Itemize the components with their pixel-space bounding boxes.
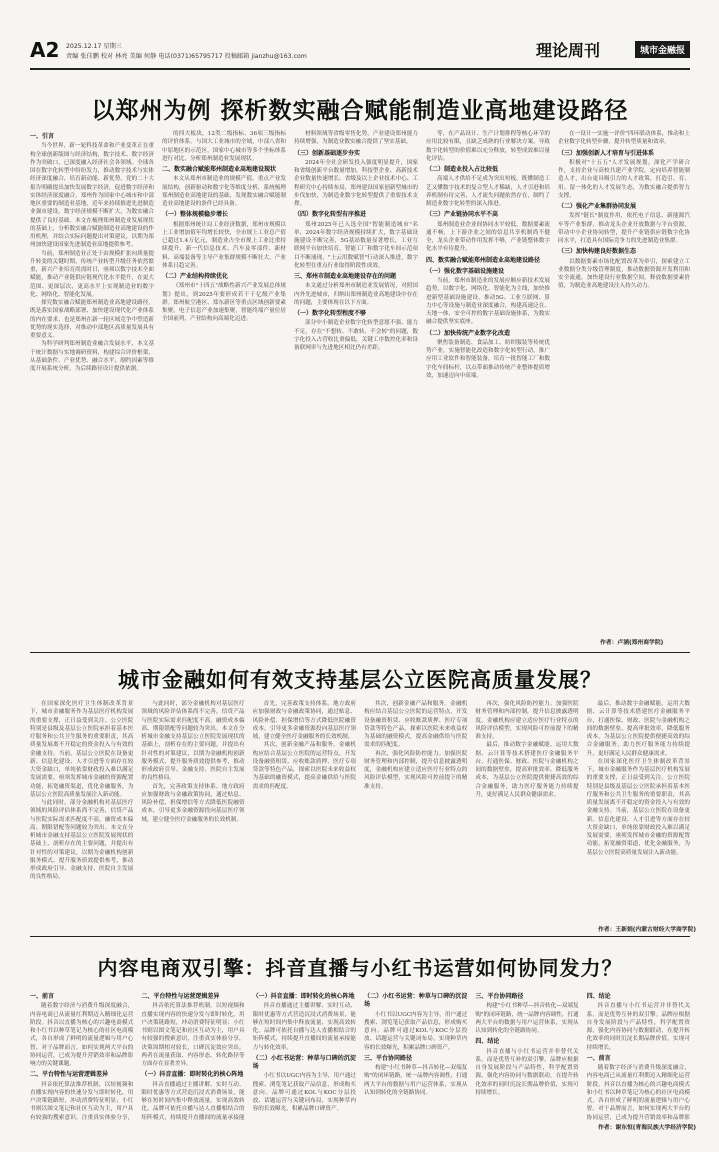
paragraph: 小红书以UGC内容为主导，用户通过搜索、浏览笔记获取产品信息，形成购买意向。品牌可通过KOL与KOC分层投放、话题运营与关键词布局，实现种草内容的长效曝光，积累品牌口碑资产。 — [364, 1011, 468, 1051]
paragraph: 根据郑州统计局工业经济数据，郑州市规模以上工业增加值年均增长较快，全市规上工业总产值已超过1.4万亿元，制造业占全市规上工业比重持续提升，新一代信息技术、汽车及零部件、新材料、高端装备等主导产业集群规模不断壮大，产业体系日趋完善。 — [162, 221, 286, 269]
section-heading: （三）加强创新人才培育与引进体系 — [558, 149, 655, 157]
paragraph: 其次，创新金融产品和服务。金融机构应结合基层公立医院的运营特点，开发设备融资租赁、应收账款质押、医疗专项贷款等特色产品，探索以医院未来收益权为基础的融资模式，提高金融供给与医院需求的匹配度。 — [364, 701, 468, 749]
section-heading: 四、结论 — [475, 1038, 500, 1046]
section-heading: 二、平台特性与运营逻辑差异 — [141, 993, 220, 1000]
paragraph: 再次，强化风险防控能力。加强医院财务管理和内部控制，提升信息披露透明度，金融机构应建立适应医疗行业特点的风险评估模型，实现风险可控前提下的精准支持。 — [475, 701, 579, 740]
section-heading: 三、郑州市制造业高地建设存在的问题 — [294, 273, 397, 280]
paragraph: 与此同时，部分金融机构对基层医疗领域的风险评估体系尚不完善，信贷产品与医院实际需求匹配度不高，融资成本偏高、期限错配等问题较为突出。本文在分析城市金融支持基层公立医院发展现状的基础上，剖析存在的主要问题，并提出有针对性的对策建议，以期为金融机构创新服务模式、提升服务质效提供参考，推动形成政府引导、金融支持、医院自主发展的良性格局。 — [30, 800, 134, 881]
divider-1 — [30, 652, 690, 653]
article1-col1 — [30, 130, 154, 634]
section-heading: 二、平台特性与运营逻辑差异 — [30, 1071, 109, 1079]
paragraph: 在国家深化医疗卫生体制改革背景下，城市金融服务作为基层医疗机构发展的重要支撑，正日益受到关注。公立医院特别是县级及基层公立医院承担着基本医疗服务和公共卫生服务的重要职责，其高质量发展离不开稳定的资金投入与有效的金融支持。当前，基层公立医院在设备更新、信息化建设、人才引进等方面存在较大资金缺口，单纯依靠财政投入难以满足发展需要，亟须发挥城市金融的资源配置功能，拓宽融资渠道，优化金融服务，为基层公立医院高质量发展注入新动能。 — [30, 701, 134, 798]
paragraph: 抖音直播与小红书运营并非替代关系，而是优势互补的双引擎。品牌应根据自身发展阶段与产品特性，科学配置资源，强化内容协同与数据联动，在提升转化效率的同时沉淀长期品牌价值，实现可持续增长。 — [586, 1003, 690, 1051]
section-heading: 一、引言 — [30, 133, 55, 140]
section-heading: 一、前言 — [586, 1054, 611, 1062]
paragraph: 积极对"十五五"人才发展规划，深化产学研合作，支持企业与高校共建产业学院，定向培养智能制造人才，出台更具吸引力的人才政策，打造引、育、用、留一体化的人才发展生态，为数实融合提供智力支撑。 — [558, 159, 690, 199]
paragraph: 郑州制造业企业间协同水平较低，数据要素流通不畅，上下游企业之间的信息共享机制尚不健全，龙头企业带动作用发挥不够，产业链整体数字化水平有待提升。 — [426, 221, 550, 253]
article1-col3 — [294, 130, 418, 634]
section-heading: （四）数字化转型有序推进 — [294, 211, 367, 219]
section-heading: （二）产业结构持续优化 — [162, 273, 229, 280]
paragraph: 发挥"链长"制度作用，依托电子信息、新能源汽车等产业集群，推动龙头企业开放数据与平台资源，带动中小企业协同转型，提升产业链供应链数字化协同水平，打造具有国际竞争力的先进制造业集群。 — [558, 213, 690, 244]
paragraph: 的四大板块，12类二级指标、36项三级指标的评价体系。与国大工业城市的全域，中部八省和中原地区的示范区，国家中心城市等多个坐标体系进行对比，分析郑州制造业发展现状。 — [162, 131, 286, 162]
section-heading: （一）强化数字基础设施建设 — [426, 267, 505, 275]
article2-col5 — [475, 700, 578, 920]
article2-headline: 城市金融如何有效支持基层公立医院高质量发展？ — [118, 668, 602, 692]
article1-col2 — [162, 130, 286, 634]
article1-col5 — [558, 130, 690, 628]
article2-col6 — [587, 700, 690, 920]
paragraph: 随着数字经济与消费升级深度融合，内容电商已从流量红利期迈入精细化运营阶段。抖音以直播为核心的兴趣电商模式和小红书以种草笔记为核心的社区电商模式，各自形成了鲜明的流量逻辑与用户心智。对于品牌而言，如何实现两大平台的协同运营，已成为提升营销效率和品牌影响力的关键课题。 — [30, 1003, 134, 1067]
paragraph: 当前，郑州市制造业的发展应顺应新技术发展趋势，以数字化、网络化、智能化为主线，加快推进新型基础设施建设，推动5G、工业互联网、算力中心等设施与制造业深度融合，构建高速泛在、天地一体、安全可控的数字基础设施体系，为数实融合提供坚实底座。 — [426, 278, 550, 326]
paragraph: 郑州2025年已入选全国"智能制造城市"名单，2024年数字经济规模持续扩大，数字基础设施建设不断完善，5G基站数量显著增长，工业互联网平台加快培育，智能工厂和数字化车间示范项目不断涌现，"上云用数赋智"行动深入推进，数字化转型在重点行业取得阶段性成效。 — [294, 221, 418, 269]
article1-headline: 以郑州为例 探析数实融合赋能制造业高地建设路径 — [91, 98, 629, 124]
article2-col4 — [364, 700, 467, 920]
paragraph: 材料领域等省级零售化势，产业建设郑州能力持续增强，为制造业数实融合提供了坚实基础。 — [294, 131, 418, 146]
article3-col4 — [364, 990, 467, 1120]
masthead-rule — [30, 68, 690, 70]
section-heading: 二、数实融合赋能郑州制造业高地建设现状 — [162, 166, 277, 173]
article1-byline: 作者：卢涵(郑州商学院) — [600, 640, 664, 646]
paragraph: 与此同时，部分金融机构对基层医疗领域的风险评估体系尚不完善，信贷产品与医院实际需求匹配度不高，融资成本偏高、期限错配等问题较为突出。本文在分析城市金融支持基层公立医院发展现状的基础上，剖析存在的主要问题，并提出有针对性的对策建议，以期为金融机构创新服务模式、提升服务质效提供参考，推动形成政府引导、金融支持、医院自主发展的良性格局。 — [141, 701, 245, 782]
paragraph: 最后，推动数字金融赋能。运用大数据、云计算等技术搭建医疗金融服务平台，打通医保、财政、医院与金融机构之间的数据壁垒，提高审批效率，降低服务成本，为基层公立医院提供便捷高效的综合金融服务，助力医疗服务能力持续提升，更好满足人民群众健康需求。 — [586, 701, 690, 757]
section-heading: （三）加快构建良好数据生态 — [558, 248, 637, 256]
paragraph: 2024年全社会研发投入强度明显提升，国家和省级创新平台数量增加，科技型企业、高新技术企业数量快速增长。省级及以上企业技术中心、工程研究中心持续布局，郑州建设国家创新型城市的步伐加快，为制造业数字化转型提供了重要技术支撑。 — [294, 159, 418, 207]
article2-col3 — [253, 700, 356, 920]
paragraph: 抖音直播与小红书运营并非替代关系，而是优势互补的双引擎。品牌应根据自身发展阶段与产品特性，科学配置资源，强化内容协同与数据联动，在提升转化效率的同时沉淀长期品牌价值，实现可持续增长。 — [475, 1048, 579, 1096]
article3-col6 — [587, 990, 690, 1120]
paragraph: 当今世界，新一轮科技革命和产业变革正在重构全球创新版图与经济结构，数字技术、数字经济作为突破口，已深度融入经济社会各领域。全球各国在数字化转型中纷纷发力，推动数字技术与实体经济深度融合，培育新动能、新优势。党的二十大报告明确提出加快发展数字经济，促进数字经济和实体经济深度融合。郑州作为国家中心城市和中部地区重要的制造业基地，近年来持续推进先进制造业强市建设，数字经济规模不断扩大，为数实融合提供了良好基础。本文在梳理郑州制造业发展现状的基础上，分析数实融合赋能制造业高地建设的作用机理，并结合实际问题提出对策建议，以期为郑州加快建设国家先进制造业高地提供参考。 — [30, 143, 154, 249]
paragraph: 为科学研判郑州制造业融合发展水平，本文基于统计数据与实地调研资料，构建综合评价框架，从基础条件、产业优势、融合水平、制约因素等维度开展系统分析，为后续路径设计提供依据。 — [30, 341, 154, 372]
paragraph: 聚焦装备制造、食品加工、纺织服装等传统优势产业，实施智能化改造和数字化转型行动，推广应用工业软件和智能装备，培育一批智能工厂和数字化车间标杆，以点带面推动传统产业整体提质增效，加速迈向中高端。 — [426, 339, 550, 379]
section-heading: （二）小红书运营：种草与口碑的沉淀场 — [252, 1054, 356, 1070]
section-heading: 四、结论 — [586, 993, 611, 1000]
paragraph: 小红书以UGC内容为主导，用户通过搜索、浏览笔记获取产品信息，形成购买意向。品牌可通过KOL与KOC分层投放、话题运营与关键词布局，实现种草内容的长效曝光，积累品牌口碑资产。 — [252, 1073, 356, 1113]
paragraph: 其次，创新金融产品和服务。金融机构应结合基层公立医院的运营特点，开发设备融资租赁、应收账款质押、医疗专项贷款等特色产品，探索以医院未来收益权为基础的融资模式，提高金融供给与医院需求的匹配度。 — [252, 742, 356, 790]
paragraph: 抖音依托算法推荐机制，以短视频和直播实现内容的快速分发与即时转化，用户决策链路短，冲动消费特征明显；小红书则以图文笔记和社区互动为主，用户具有较强的搜索意识，注重真实体验分享，决策周期相对较长，口碑沉淀效应突出。两者在流量获取、内容形态、转化路径等方面存在显著差异。 — [141, 1003, 245, 1067]
section-title: 理论周刊 — [535, 41, 600, 60]
article1-col4 — [426, 130, 550, 634]
paragraph: 构建"小红书种草—抖音转化—双端复购"的闭环链路，统一品牌内容调性，打通两大平台的数据与用户运营体系，实现从认知到转化的全链路协同。 — [364, 1065, 468, 1096]
section-heading: （一）数字化转型程度不够 — [294, 310, 367, 317]
paragraph: 抖音依托算法推荐机制，以短视频和直播实现内容的快速分发与即时转化，用户决策链路短，冲动消费特征明显；小红书则以图文笔记和社区互动为主，用户具有较强的搜索意识，注重真实体验分享， — [30, 1081, 134, 1120]
issue-date: 2025.12.17 星期三 — [66, 43, 122, 50]
paragraph: 在一设计一实施一评价"四环联动体系，推动和上企业数字化转型步骤，提升转型质量和效率。 — [558, 131, 690, 146]
section-heading: 一、前言 — [30, 993, 55, 1000]
masthead — [30, 38, 690, 64]
article2-col2 — [141, 700, 244, 920]
paragraph: 构建"小红书种草—抖音转化—双端复购"的闭环链路，统一品牌内容调性，打通两大平台的数据与用户运营体系，实现从认知到转化的全链路协同。 — [475, 1003, 579, 1034]
paragraph: 以数据要素市场化配置改革为牵引，探索建立工业数据分类分级管理制度，推动数据资源开发利用和安全流通，加快建设行业数据空间，释放数据要素价值，为制造业高地建设注入持久动力。 — [558, 258, 690, 290]
section-heading: （一）整体规模稳步增长 — [162, 211, 229, 219]
paragraph: 等，在产品设计、生产计划排程等核心环节的应用比较有限，且缺乏成熟的行业解决方案，导致数字化转型的价值难以充分释放，转型成效难以量化评估。 — [426, 131, 550, 162]
paragraph: 高端人才供给不足成为突出短板，既懂制造工艺又懂数字技术的复合型人才稀缺，人才引进和培养机制有待完善，人才流失问题依然存在，制约了制造业数字化转型的深入推进。 — [426, 176, 550, 207]
article2-col1 — [30, 700, 133, 920]
article3-col2 — [141, 990, 244, 1120]
paragraph: 最后，推动数字金融赋能。运用大数据、云计算等技术搭建医疗金融服务平台，打通医保、财政、医院与金融机构之间的数据壁垒，提高审批效率，降低服务成本，为基层公立医院提供便捷高效的综合金融服务，助力医疗服务能力持续提升，更好满足人民群众健康需求。 — [475, 742, 579, 798]
paragraph: 抖音直播通过主播讲解、实时互动、限时优惠等方式营造沉浸式消费场景，能够在短时间内集中释放流量，实现高效转化。品牌可依托自播与达人直播相结合的矩阵模式，持续提升直播间的流量承接能 — [141, 1081, 245, 1120]
section-heading: 四、数实融合赋能郑州制造业高地建设路径 — [426, 256, 541, 264]
article3-headline: 内容电商双引擎：抖音直播与小红书运营如何协同发力？ — [97, 956, 623, 980]
article2-byline: 作者：王新娟(内蒙古财经大学商学院) — [598, 927, 697, 933]
section-heading: （三）产业链协同水平不高 — [426, 211, 499, 219]
paragraph: 本文通过分析郑州市制造业发展情况，对照国内外先进城市，归纳出郑州制造业高地建设中存在的问题，主要体现在以下方面。 — [294, 283, 418, 306]
section-heading: 三、平台协同路径 — [475, 993, 524, 1000]
paragraph: 部分中小制造企业数字化转型意愿不强、能力不足，存在"不想转、不敢转、不会转"的问题，数字化投入占营收比重偏低，关键工序数控化率和设备联网率与先进地区相比仍有差距。 — [294, 320, 418, 351]
paragraph: 本文从郑州市制造业的规模产值，重点产业发展结构，创新驱动和数字化等维度分析，系统梳理郑州制造业高地建设的基础，发现数实融合赋能制造业高地建设的条件已经具备。 — [162, 176, 286, 207]
paragraph: 探究数实融合赋能郑州制造业高地建设路径，既是落实国家战略部署、加快建设现代化产业体系的内在要求，也是郑州在新一轮区域竞争中塑造新优势的现实选择，对推动中部地区高质量发展具有重要意义。 — [30, 300, 154, 339]
section-heading: 三、平台协同路径 — [364, 1054, 413, 1062]
paragraph: 《郑州市"十四五"战略性新兴产业发展总体规划》提出，到2025年要形成若干千亿级产业集群。郑州航空港区、郑东新区等重点区域创新要素集聚，电子信息产业加速集聚，智能终端产量位居全国前列，产业结构向高端化迈进。 — [162, 283, 286, 323]
section-heading: （二）强化产业集群协同发展 — [558, 203, 637, 210]
article3-col1 — [30, 990, 133, 1120]
section-heading: （二）制造业投入占比较低 — [426, 166, 499, 173]
section-heading: （三）创新基础逐步夯实 — [294, 149, 361, 157]
paragraph: 首先，完善政策支持体系。地方政府应加强财政与金融政策协同，通过贴息、风险补偿、担保增信等方式降低医院融资成本，引导更多金融资源投向基层医疗领域，建立健全医疗金融服务的长效机制。 — [252, 701, 356, 740]
paragraph: 再次，强化风险防控能力。加强医院财务管理和内部控制，提升信息披露透明度，金融机构应建立适应医疗行业特点的风险评估模型，实现风险可控前提下的精准支持。 — [364, 750, 468, 790]
page-number: A2 — [30, 38, 60, 62]
paragraph: 随着数字经济与消费升级深度融合，内容电商已从流量红利期迈入精细化运营阶段。抖音以直播为核心的兴趣电商模式和小红书以种草笔记为核心的社区电商模式，各自形成了鲜明的流量逻辑与用户心智。对于品牌而言，如何实现两大平台的协同运营，已成为提升营销效率和品牌影 — [586, 1065, 690, 1120]
article3-col3 — [253, 990, 356, 1120]
paragraph: 首先，完善政策支持体系。地方政府应加强财政与金融政策协同，通过贴息、风险补偿、担保增信等方式降低医院融资成本，引导更多金融资源投向基层医疗领域，建立健全医疗金融服务的长效机制。 — [141, 783, 245, 823]
section-heading: （二）加快传统产业数字化改造 — [426, 329, 511, 337]
section-heading: （一）抖音直播：即时转化的核心阵地 — [141, 1071, 244, 1079]
paragraph: 在国家深化医疗卫生体制改革背景下，城市金融服务作为基层医疗机构发展的重要支撑，正日益受到关注。公立医院特别是县级及基层公立医院承担着基本医疗服务和公共卫生服务的重要职责，其高质量发展离不开稳定的资金投入与有效的金融支持。当前，基层公立医院在设备更新、信息化建设、人才引进等方面存在较大资金缺口，单纯依靠财政投入难以满足发展需要，亟须发挥城市金融的资源配置功能，拓宽融资渠道，优化金融服务，为基层公立医院高质量发展注入新动能。 — [586, 758, 690, 856]
divider-2 — [30, 936, 690, 937]
section-heading: （二）小红书运营：种草与口碑的沉淀场 — [364, 993, 468, 1009]
paragraph: 抖音直播通过主播讲解、实时互动、限时优惠等方式营造沉浸式消费场景，能够在短时间内集中释放流量，实现高效转化。品牌可依托自播与达人直播相结合的矩阵模式，持续提升直播间的流量承接能力与转化效率。 — [252, 1003, 356, 1051]
article3-byline: 作者：谢东恒(青海民族大学经济学院) — [598, 1125, 697, 1131]
article3-col5 — [475, 990, 578, 1120]
editor-info: 责编 张佳鹏 校对 林亮 美编 何静 电话(0371)65795717 投稿邮箱 jianzhu@163.com — [66, 53, 307, 60]
section-heading: （一）抖音直播：即时转化的核心阵地 — [252, 993, 355, 1000]
paragraph: 当前，郑州制造业正处于由规模扩张向质量提升转变的关键时期，传统产业转型升级任务依然繁重，新兴产业培育尚需时日，亟须以数字技术全面赋能，推动产业链供应链现代化水平提升，在更大范围、更深层次、更高水平上实现制造业的数字化、网络化、智能化发展。 — [30, 250, 154, 298]
newspaper-brand: 城市金融报 — [635, 41, 690, 58]
